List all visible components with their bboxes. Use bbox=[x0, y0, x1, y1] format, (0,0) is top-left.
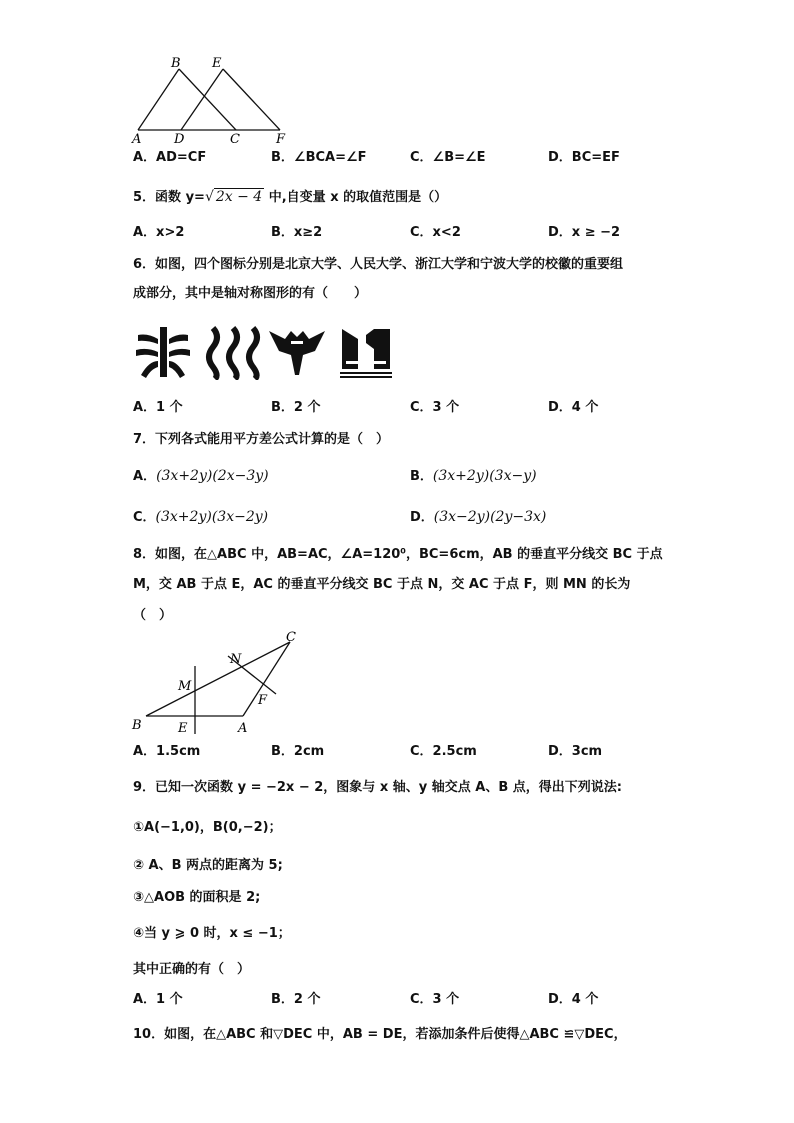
q8-figure bbox=[128, 628, 308, 738]
q5-radicand: 2x − 4 bbox=[215, 189, 263, 205]
q5-stem-prefix: 5．函数 y= bbox=[133, 190, 205, 205]
peking-university-emblem-icon bbox=[133, 325, 193, 380]
q8-option-b: B．2cm bbox=[271, 744, 325, 759]
q5-option-c: C．x<2 bbox=[410, 225, 461, 240]
q4-label-c: C bbox=[230, 132, 240, 147]
q6-option-d: D．4 个 bbox=[548, 400, 599, 415]
q5-option-b: B．x≥2 bbox=[271, 225, 323, 240]
q7-option-d bbox=[410, 508, 546, 527]
q7-option-a bbox=[133, 467, 269, 486]
q6-option-c: C．3 个 bbox=[410, 400, 460, 415]
q4-figure bbox=[128, 55, 298, 150]
q7-option-b-label: B． bbox=[410, 469, 433, 484]
q4-label-a: A bbox=[132, 132, 142, 147]
q9-stem: 9．已知一次函数 y = −2x − 2，图象与 x 轴、y 轴交点 A、B 点，得出下列说法: bbox=[133, 780, 622, 795]
q9-statement-4: ④当 y ⩾ 0 时，x ≤ −1； bbox=[133, 926, 291, 941]
q10-stem: 10．如图，在△ABC 和▽DEC 中，AB = DE，若添加条件后使得△ABC ≌▽DEC， bbox=[133, 1027, 627, 1042]
q7-option-a-label: A． bbox=[133, 469, 157, 484]
q6-option-a: A．1 个 bbox=[133, 400, 183, 415]
q7-option-d-label: D． bbox=[410, 510, 434, 525]
q9-statement-2: ② A、B 两点的距离为 5; bbox=[133, 858, 283, 873]
q9-ask: 其中正确的有（ ） bbox=[133, 962, 251, 977]
q8-option-d: D．3cm bbox=[548, 744, 603, 759]
q6-option-b: B．2 个 bbox=[271, 400, 321, 415]
q4-label-b: B bbox=[171, 56, 181, 71]
q9-statement-3: ③△AOB 的面积是 2; bbox=[133, 890, 261, 905]
q8-stem-line2: M，交 AB 于点 E，AC 的垂直平分线交 BC 于点 N，交 AC 于点 F，则 MN 的长为 bbox=[133, 577, 631, 592]
q6-stem-line1: 6．如图，四个图标分别是北京大学、人民大学、浙江大学和宁波大学的校徽的重要组 bbox=[133, 257, 624, 272]
q9-option-b: B．2 个 bbox=[271, 992, 321, 1007]
q8-label-m: M bbox=[178, 679, 192, 694]
q9-statement-1: ①A(−1,0)，B(0,−2)； bbox=[133, 820, 282, 835]
q9-option-a: A．1 个 bbox=[133, 992, 183, 1007]
sqrt-sign: √ bbox=[204, 189, 214, 205]
q8-label-n: N bbox=[230, 652, 242, 667]
q7-option-c bbox=[133, 508, 268, 527]
q4-option-c: C．∠B=∠E bbox=[410, 150, 486, 165]
q5-stem bbox=[133, 188, 447, 207]
q4-option-d: D．BC=EF bbox=[548, 150, 620, 165]
q7-option-c-label: C． bbox=[133, 510, 156, 525]
q7-option-a-expr: (3x+2y)(2x−3y) bbox=[156, 468, 269, 484]
q8-label-f: F bbox=[258, 693, 268, 708]
q5-stem-suffix: 中,自变量 x 的取值范围是（） bbox=[264, 190, 448, 205]
q4-label-e: E bbox=[212, 56, 222, 71]
q4-label-f: F bbox=[276, 132, 286, 147]
ningbo-university-emblem-icon bbox=[336, 325, 396, 380]
q7-option-c-expr: (3x+2y)(3x−2y) bbox=[155, 509, 269, 525]
q4-option-a: A．AD=CF bbox=[133, 150, 207, 165]
q8-option-c: C．2.5cm bbox=[410, 744, 477, 759]
q5-option-d: D．x ≥ −2 bbox=[548, 225, 621, 240]
q8-label-e: E bbox=[178, 721, 188, 736]
q9-option-d: D．4 个 bbox=[548, 992, 599, 1007]
zhejiang-university-emblem-icon bbox=[267, 325, 327, 380]
q9-option-c: C．3 个 bbox=[410, 992, 460, 1007]
q8-label-c: C bbox=[286, 630, 296, 645]
q8-stem-line1: 8．如图，在△ABC 中，AB=AC，∠A=120⁰，BC=6cm，AB 的垂直平分线交 BC 于点 bbox=[133, 547, 663, 562]
q8-label-a: A bbox=[238, 721, 248, 736]
q4-label-d: D bbox=[174, 132, 185, 147]
q8-option-a: A．1.5cm bbox=[133, 744, 201, 759]
q6-stem-line2: 成部分，其中是轴对称图形的有（ ） bbox=[133, 286, 368, 301]
q4-option-b: B．∠BCA=∠F bbox=[271, 150, 367, 165]
q8-stem-line3: （ ） bbox=[133, 608, 173, 623]
q7-option-b-expr: (3x+2y)(3x−y) bbox=[432, 468, 537, 484]
q7-option-b bbox=[410, 467, 537, 486]
renmin-university-emblem-icon bbox=[203, 325, 263, 380]
q5-option-a: A．x>2 bbox=[133, 225, 185, 240]
q8-label-b: B bbox=[132, 718, 142, 733]
q7-option-d-expr: (3x−2y)(2y−3x) bbox=[433, 509, 547, 525]
q7-stem: 7．下列各式能用平方差公式计算的是（ ） bbox=[133, 432, 390, 447]
